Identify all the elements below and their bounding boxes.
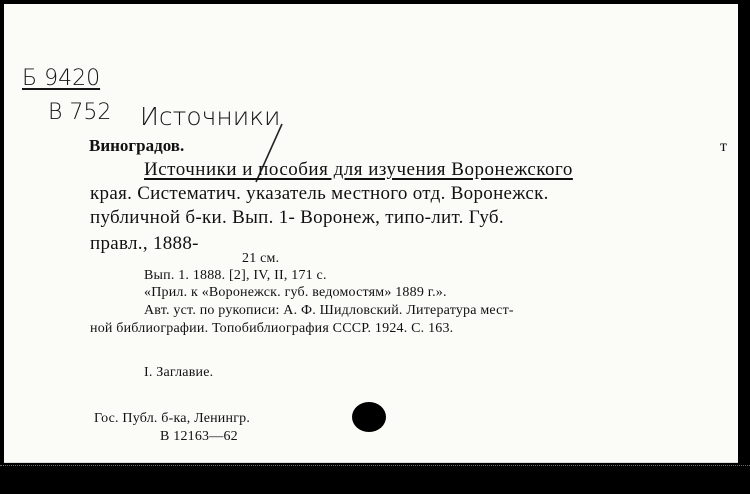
shelfmark-primary — [22, 68, 100, 90]
library-name: Гос. Публ. б-ка, Ленингр. — [94, 411, 251, 426]
title-line-3: публичной б-ки. Вып. 1- Воронеж, типо-лит. Губ. — [90, 207, 504, 228]
call-number: В 12163—62 — [160, 429, 238, 444]
title-line-1 — [144, 160, 573, 179]
tracing-title: I. Заглавие. — [144, 365, 214, 380]
physical-size: 21 см. — [242, 251, 280, 266]
card-paper — [4, 4, 738, 463]
note-supplement: «Прил. к «Воронежск. губ. ведомостям» 1889 г.». — [144, 285, 447, 300]
subject-heading-handwritten: Источники — [140, 102, 281, 131]
card-punch-hole — [352, 402, 386, 432]
shelfmark-secondary: В 752 — [48, 100, 112, 125]
title-line-1-text: Источники и пособия для изучения Воронежского — [144, 159, 573, 180]
shelfmark-primary-text: Б 9420 — [22, 66, 101, 91]
margin-mark: т — [720, 138, 727, 155]
title-line-2: края. Систематич. указатель местного отд. Воронежск. — [90, 183, 549, 204]
title-line-4: правл., 1888- — [90, 233, 199, 254]
bottom-edge-dots — [0, 465, 750, 467]
note-volume: Вып. 1. 1888. [2], IV, II, 171 с. — [144, 268, 327, 283]
author-heading: Виноградов. — [89, 136, 185, 155]
note-author-attribution-2: ной библиографии. Топобиблиография СССР. 1924. С. 163. — [90, 321, 454, 336]
note-author-attribution-1: Авт. уст. по рукописи: А. Ф. Шидловский. Литература мест- — [144, 303, 514, 318]
